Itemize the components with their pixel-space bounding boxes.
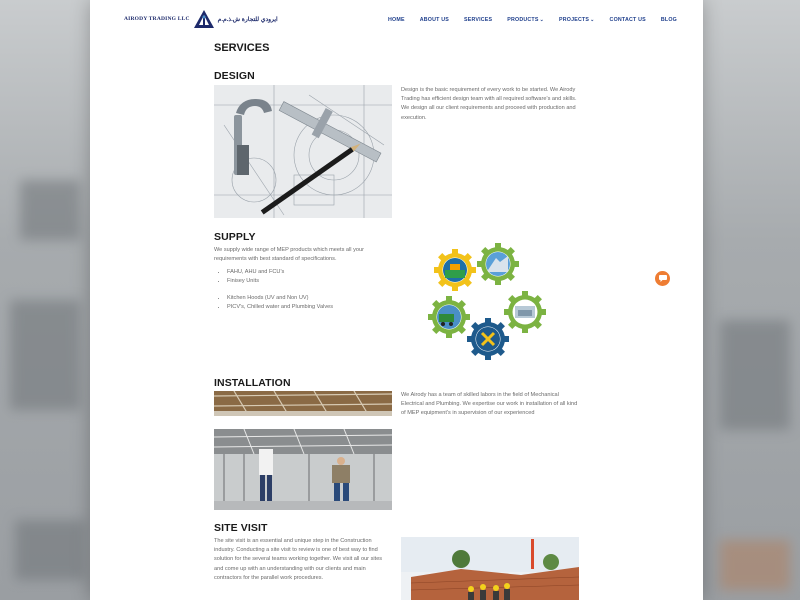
nav-contact-us[interactable]: [610, 17, 646, 23]
backdrop-shape: [20, 180, 80, 240]
chevron-down-icon: ⌄: [539, 17, 544, 23]
nav-label: BLOG: [660, 17, 677, 23]
gears-illustration: [428, 242, 553, 364]
nav-blog[interactable]: [661, 17, 677, 23]
web-page: [90, 0, 703, 600]
nav-about-us[interactable]: [420, 17, 449, 23]
backdrop-shape: [720, 540, 790, 590]
supply-gears-image: [428, 242, 553, 364]
installation-image-workers: [214, 429, 392, 510]
page-title: SERVICES: [214, 42, 270, 54]
ceiling-frame-photo: [214, 391, 392, 416]
drafting-tools-illustration: [214, 85, 392, 218]
list-item: • FAHU, AHU and FCU's: [227, 268, 386, 277]
construction-site-photo: [401, 537, 579, 600]
list-item: [227, 286, 386, 295]
chevron-down-icon: ⌄: [590, 17, 595, 23]
supply-description: We supply wide range of MEP products which meets all your requirements with best standard of specifications.: [214, 247, 364, 263]
design-image: [214, 85, 392, 218]
list-item: • Kitchen Hoods (UV and Non UV): [227, 294, 386, 303]
design-description: Design is the basic requirement of every work to be started. We Airody Trading has efficient design team with all required software's and skills. We design all our client requirements and proceed with production and execution.: [401, 87, 577, 121]
section-title-installation: INSTALLATION: [214, 377, 291, 389]
chat-button[interactable]: [655, 271, 670, 286]
backdrop-shape: [10, 300, 80, 410]
logo-arabic-name: ايرودي للتجارة ش.ذ.م.م: [217, 16, 278, 23]
nav-services[interactable]: [464, 17, 492, 23]
nav-projects[interactable]: [559, 17, 595, 23]
workers-installing-photo: [214, 429, 392, 510]
list-item: • Finisey Units: [227, 277, 386, 286]
nav-products[interactable]: [507, 17, 544, 23]
nav-label: SERVICES: [463, 17, 493, 23]
nav-label: PROJECTS: [559, 17, 590, 23]
section-title-supply: SUPPLY: [214, 231, 256, 243]
main-nav: [388, 17, 677, 23]
nav-home[interactable]: [388, 17, 405, 23]
nav-label: PRODUCTS: [507, 17, 539, 23]
site-logo[interactable]: [124, 9, 278, 29]
supply-list: [216, 268, 386, 312]
installation-description: We Airody has a team of skilled labors in the field of Mechanical Electrical and Plumbing. We expertise our work in installation of all kind of MEP equipment's in supervision of our experienced: [401, 392, 578, 417]
backdrop-shape: [720, 320, 790, 430]
nav-label: CONTACT US: [609, 17, 646, 23]
section-title-design: DESIGN: [214, 70, 255, 82]
section-title-site-visit: SITE VISIT: [214, 522, 268, 534]
installation-image-ceiling: [214, 391, 392, 416]
nav-label: ABOUT US: [419, 17, 449, 23]
list-item: • PICV's, Chilled water and Plumbing Valves: [227, 303, 386, 312]
nav-label: HOME: [388, 17, 405, 23]
site-visit-image: [401, 537, 579, 600]
site-visit-description: The site visit is an essential and unique step in the Construction industry. Conducting a site visit to review is one of best way to find solution for the several teams working together. We visit all our sites and come up with an understanding with our clients and main contractors for the parallel work procedures.: [214, 538, 383, 581]
chat-bubble-icon: [659, 275, 667, 282]
site-header: [90, 0, 703, 42]
logo-mark-icon: [193, 9, 215, 29]
backdrop-shape: [15, 520, 85, 580]
logo-name: AIRODY TRADING LLC: [124, 16, 190, 22]
